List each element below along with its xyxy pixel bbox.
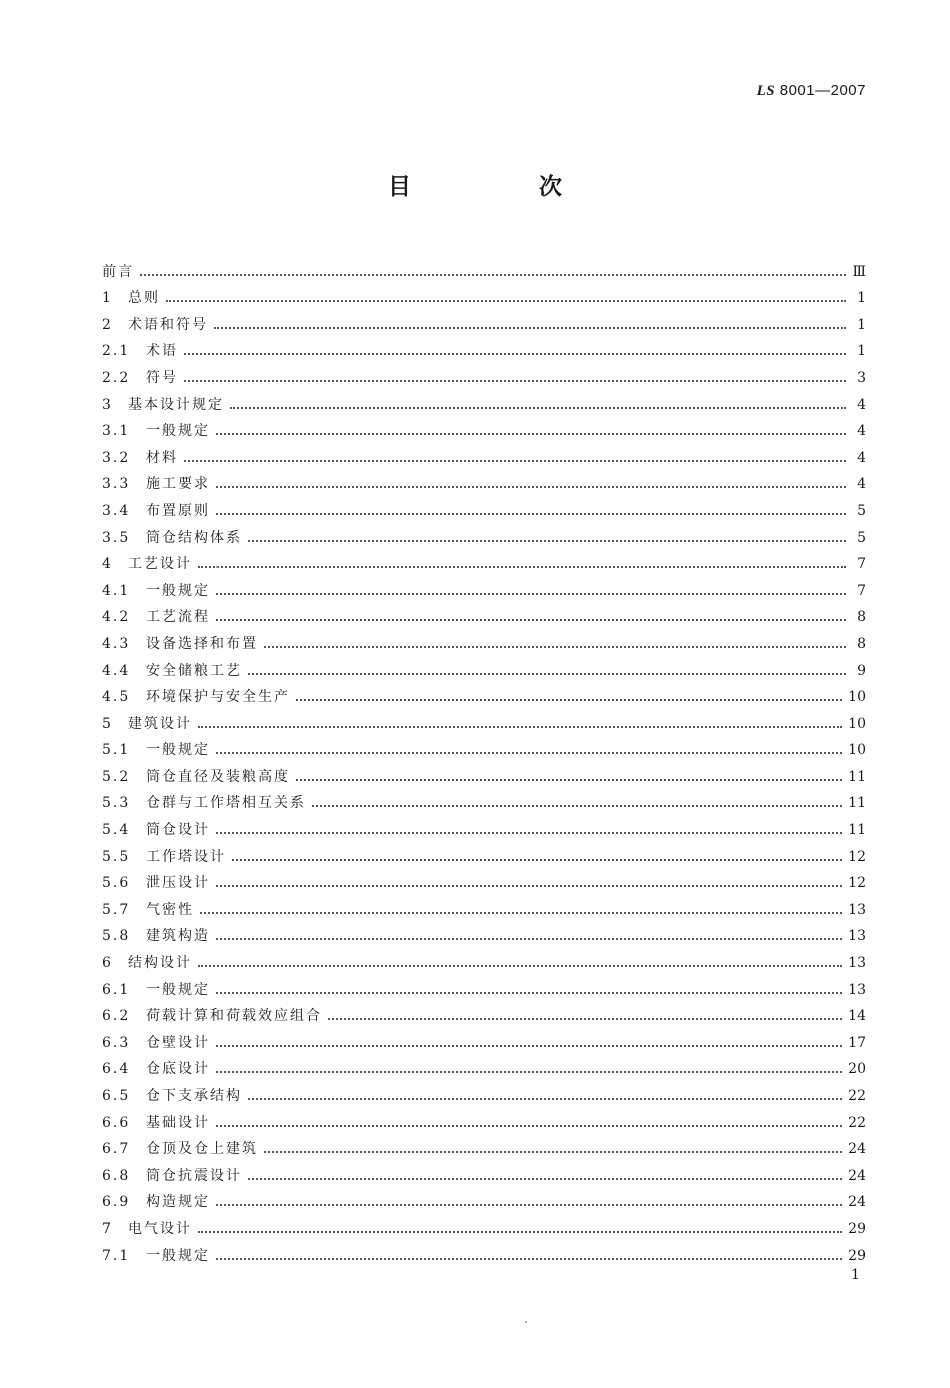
toc-section-label: 一般规定	[146, 1247, 210, 1264]
toc-section-number: 2.1	[102, 343, 131, 360]
toc-row[interactable]	[102, 1052, 866, 1079]
toc-leader-dots	[198, 965, 842, 967]
toc-row[interactable]	[102, 1211, 866, 1238]
standard-code	[757, 82, 866, 100]
toc-page-number: 22	[848, 1088, 866, 1104]
toc-leader-dots	[248, 1098, 842, 1100]
toc-section-label: 泄压设计	[146, 875, 210, 892]
toc-section-number: 5.1	[102, 742, 131, 759]
toc-row[interactable]	[102, 254, 866, 281]
toc-row[interactable]	[102, 547, 866, 574]
toc-leader-dots	[232, 859, 842, 861]
toc-row[interactable]	[102, 520, 866, 547]
page-number: 1	[851, 1267, 860, 1283]
toc-section-number: 5.8	[102, 928, 131, 945]
page-title: 目 次	[387, 174, 622, 200]
toc-row[interactable]	[102, 812, 866, 839]
toc-section-label: 一般规定	[146, 582, 210, 599]
toc-leader-dots	[200, 912, 842, 914]
toc-page-number: 3	[857, 369, 866, 386]
toc-section-label: 基本设计规定	[128, 396, 224, 413]
toc-page-number: 7	[857, 556, 866, 573]
toc-section-number: 6.4	[102, 1061, 131, 1078]
toc-page-number: 20	[848, 1061, 866, 1078]
toc-section-number: 4.3	[102, 635, 131, 652]
toc-section-number: 4	[102, 556, 113, 573]
toc-page-number: 29	[848, 1247, 866, 1264]
toc-row[interactable]	[102, 600, 866, 627]
toc-page-number: 11	[848, 795, 866, 812]
toc-section-label: 一般规定	[146, 742, 210, 759]
toc-section-number: 6	[102, 955, 113, 972]
toc-leader-dots	[296, 699, 842, 701]
toc-row[interactable]	[102, 680, 866, 707]
toc-section-number: 4.5	[102, 689, 131, 706]
toc-page-number: 12	[848, 875, 866, 892]
toc-page-number: 11	[848, 768, 866, 785]
toc-section-number: 7.1	[102, 1247, 131, 1264]
toc-section-number: 5.7	[102, 901, 131, 918]
toc-section-label: 总则	[128, 290, 160, 307]
toc-section-label: 设备选择和布置	[146, 635, 258, 652]
toc-page-number: 10	[848, 742, 866, 759]
toc-section-number: 4.2	[102, 609, 131, 626]
toc-section-label: 筒仓设计	[146, 822, 210, 839]
toc-section-label: 一般规定	[146, 423, 210, 440]
toc-section-number: 5.5	[102, 848, 131, 865]
toc-section-label: 工作塔设计	[146, 848, 226, 865]
toc-section-label: 术语	[146, 343, 178, 360]
toc-leader-dots	[216, 513, 846, 515]
toc-section-number: 3.1	[102, 423, 131, 440]
toc-row[interactable]	[102, 1185, 866, 1212]
toc-section-label: 环境保护与安全生产	[146, 689, 290, 706]
toc-section-number: 6.2	[102, 1008, 131, 1025]
toc-leader-dots	[216, 992, 842, 994]
toc-section-number: 6.1	[102, 981, 131, 998]
toc-page-number: 11	[848, 822, 866, 839]
toc-section-label: 仓顶及仓上建筑	[146, 1141, 258, 1158]
toc-row[interactable]	[102, 440, 866, 467]
toc-row[interactable]	[102, 999, 866, 1026]
toc-section-label: 安全储粮工艺	[146, 662, 242, 679]
toc-leader-dots	[184, 380, 846, 382]
toc-leader-dots	[198, 726, 842, 728]
toc-page-number: 14	[848, 1008, 866, 1025]
toc-section-label: 荷载计算和荷载效应组合	[146, 1008, 322, 1025]
toc-leader-dots	[216, 619, 846, 621]
toc-row[interactable]	[102, 573, 866, 600]
toc-row[interactable]	[102, 1238, 866, 1265]
toc-page-number: 10	[848, 715, 866, 732]
toc-section-number: 3	[102, 396, 113, 413]
toc-leader-dots	[216, 433, 846, 435]
toc-section-label: 基础设计	[146, 1114, 210, 1131]
toc-leader-dots	[184, 460, 846, 462]
toc-row[interactable]	[102, 1158, 866, 1185]
toc-row[interactable]	[102, 414, 866, 441]
toc-page-number: 9	[857, 662, 866, 679]
toc-row[interactable]	[102, 919, 866, 946]
toc-page-number: 10	[848, 689, 866, 706]
toc-page-number: 1	[857, 343, 866, 360]
toc-leader-dots	[216, 486, 846, 488]
toc-page-number: 4	[857, 476, 866, 493]
toc-page-number: 5	[857, 529, 866, 546]
toc-section-label: 筒仓结构体系	[146, 529, 242, 546]
toc-row[interactable]	[102, 786, 866, 813]
toc-section-label: 布置原则	[146, 502, 210, 519]
toc-page-number: 8	[857, 635, 866, 652]
toc-page-number: Ⅲ	[852, 263, 866, 280]
toc-row[interactable]	[102, 972, 866, 999]
toc-page-number: 24	[848, 1194, 866, 1211]
standard-code-prefix: LS	[756, 83, 776, 99]
toc-page-number: 13	[848, 901, 866, 918]
toc-section-number: 4.4	[102, 662, 131, 679]
toc-row[interactable]	[102, 360, 866, 387]
toc-section-number: 5	[102, 715, 113, 732]
toc-leader-dots	[248, 673, 846, 675]
toc-leader-dots	[216, 832, 842, 834]
toc-leader-dots	[216, 1045, 842, 1047]
toc-section-number: 6.6	[102, 1114, 131, 1131]
toc-section-number: 2	[102, 316, 113, 333]
toc-leader-dots	[248, 1178, 842, 1180]
toc-section-label: 一般规定	[146, 981, 210, 998]
toc-page-number: 24	[848, 1167, 866, 1184]
toc-leader-dots	[198, 1231, 842, 1233]
toc-page-number: 22	[848, 1114, 866, 1131]
toc-row[interactable]	[102, 892, 866, 919]
scan-speck	[525, 1321, 527, 1323]
toc-section-label: 仓壁设计	[146, 1034, 210, 1051]
toc-section-number: 7	[102, 1220, 113, 1237]
toc-leader-dots	[216, 938, 842, 940]
toc-leader-dots	[328, 1018, 842, 1020]
toc-section-number: 3.4	[102, 502, 131, 519]
toc-section-label: 工艺流程	[146, 609, 210, 626]
toc-row[interactable]	[102, 626, 866, 653]
toc-leader-dots	[296, 779, 842, 781]
toc-section-label: 工艺设计	[128, 556, 192, 573]
toc-row[interactable]	[102, 334, 866, 361]
toc-page-number: 13	[848, 928, 866, 945]
toc-section-number: 6.9	[102, 1194, 131, 1211]
toc-row[interactable]	[102, 759, 866, 786]
toc-section-label: 筒仓抗震设计	[146, 1167, 242, 1184]
toc-section-label: 符号	[146, 369, 178, 386]
toc-section-number: 4.1	[102, 582, 131, 599]
toc-section-label: 电气设计	[128, 1220, 192, 1237]
toc-section-label: 气密性	[146, 901, 194, 918]
toc-page-number: 29	[848, 1220, 866, 1237]
toc-leader-dots	[216, 1071, 842, 1073]
toc-section-number: 5.6	[102, 875, 131, 892]
toc-page-number: 17	[848, 1034, 866, 1051]
toc-page-number: 12	[848, 848, 866, 865]
toc-row[interactable]	[102, 281, 866, 308]
toc-section-label: 仓群与工作塔相互关系	[146, 795, 306, 812]
toc-leader-dots	[264, 1151, 842, 1153]
toc-section-label: 施工要求	[146, 476, 210, 493]
toc-row[interactable]	[102, 866, 866, 893]
toc-row[interactable]	[102, 1105, 866, 1132]
toc-row[interactable]	[102, 653, 866, 680]
toc-section-label: 仓底设计	[146, 1061, 210, 1078]
toc-leader-dots	[216, 593, 846, 595]
toc-section-number: 3.5	[102, 529, 131, 546]
toc-section-number: 5.2	[102, 768, 131, 785]
toc-page-number: 1	[857, 290, 866, 307]
toc-section-label: 仓下支承结构	[146, 1088, 242, 1104]
toc-section-number: 6.7	[102, 1141, 131, 1158]
toc-section-label: 前言	[102, 263, 134, 280]
toc-leader-dots	[214, 327, 846, 329]
toc-row[interactable]	[102, 945, 866, 972]
toc-section-number: 3.3	[102, 476, 131, 493]
toc-row[interactable]	[102, 493, 866, 520]
toc-row[interactable]	[102, 1132, 866, 1159]
toc-section-number: 5.4	[102, 822, 131, 839]
table-of-contents	[102, 254, 866, 1265]
toc-row[interactable]	[102, 1078, 866, 1105]
toc-page-number: 7	[857, 582, 866, 599]
toc-section-number: 5.3	[102, 795, 131, 812]
toc-section-label: 建筑构造	[146, 928, 210, 945]
toc-row[interactable]	[102, 733, 866, 760]
toc-section-number: 6.8	[102, 1167, 131, 1184]
toc-section-label: 结构设计	[128, 955, 192, 972]
toc-page-number: 5	[857, 502, 866, 519]
toc-row[interactable]	[102, 706, 866, 733]
toc-page-number: 8	[857, 609, 866, 626]
toc-leader-dots	[312, 805, 842, 807]
toc-leader-dots	[264, 646, 846, 648]
toc-section-number: 2.2	[102, 369, 131, 386]
toc-row[interactable]	[102, 387, 866, 414]
toc-leader-dots	[230, 407, 846, 409]
toc-section-number: 6.5	[102, 1088, 131, 1104]
toc-leader-dots	[216, 1125, 842, 1127]
toc-section-label: 术语和符号	[128, 316, 208, 333]
toc-leader-dots	[248, 540, 846, 542]
toc-section-label: 建筑设计	[128, 715, 192, 732]
toc-leader-dots	[216, 1258, 842, 1260]
toc-page-number: 1	[857, 316, 866, 333]
toc-page-number: 4	[857, 423, 866, 440]
toc-page-number: 13	[848, 981, 866, 998]
toc-leader-dots	[216, 752, 842, 754]
toc-section-label: 筒仓直径及装粮高度	[146, 768, 290, 785]
toc-section-label: 构造规定	[146, 1194, 210, 1211]
toc-leader-dots	[166, 300, 846, 302]
toc-leader-dots	[198, 566, 846, 568]
toc-section-number: 6.3	[102, 1034, 131, 1051]
toc-section-number: 3.2	[102, 449, 131, 466]
toc-section-number: 1	[102, 290, 113, 307]
toc-leader-dots	[184, 353, 846, 355]
toc-page-number: 13	[848, 955, 866, 972]
toc-row[interactable]	[102, 467, 866, 494]
toc-leader-dots	[140, 274, 846, 276]
toc-row[interactable]	[102, 1025, 866, 1052]
toc-section-label: 材料	[146, 449, 178, 466]
standard-code-number: 8001—2007	[779, 82, 866, 99]
toc-page-number: 4	[857, 396, 866, 413]
toc-leader-dots	[216, 1204, 842, 1206]
toc-leader-dots	[216, 885, 842, 887]
toc-row[interactable]	[102, 307, 866, 334]
toc-page-number: 24	[848, 1141, 866, 1158]
toc-page-number: 4	[857, 449, 866, 466]
scan-speck	[216, 566, 218, 568]
toc-row[interactable]	[102, 839, 866, 866]
